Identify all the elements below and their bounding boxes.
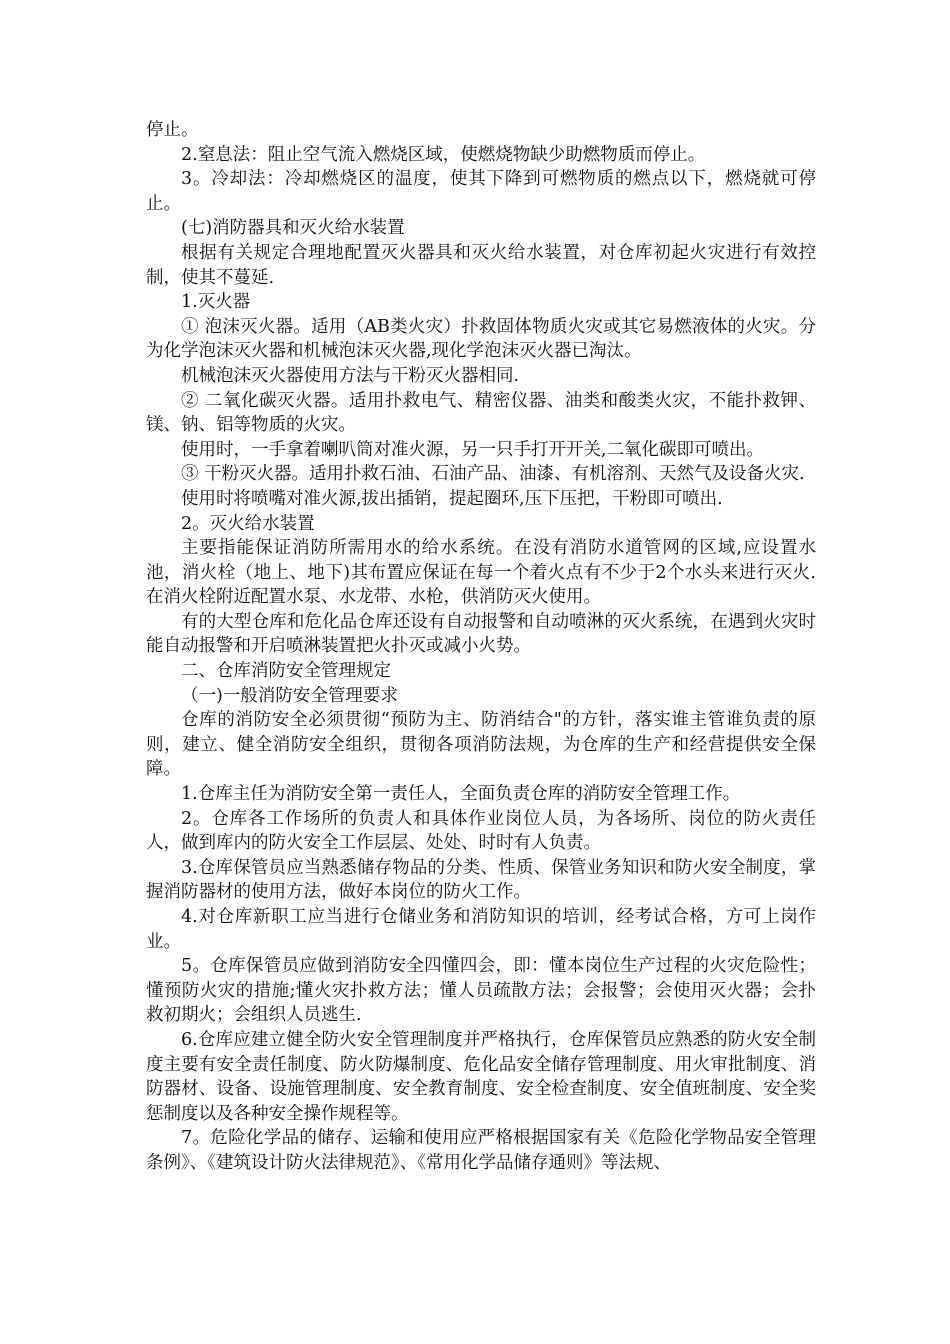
heading-extinguishers: 1.灭火器 — [181, 292, 251, 313]
document-body — [146, 118, 816, 1176]
paragraph-co2-extinguisher: ② 二氧化碳灭火器。适用扑救电气、精密仪器、油类和酸类火灾，不能扑救钾、镁、钠、铝等物质的火灾。 — [146, 390, 816, 436]
paragraph-rule-5: 5。仓库保管员应做到消防安全四懂四会，即：懂本岗位生产过程的火灾危险性；懂预防火灾的措施;懂火灾扑救方法；懂人员疏散方法；会报警；会使用灭火器；会扑救初期火；会组织人员逃生. — [146, 956, 816, 1026]
paragraph-water-supply-system: 主要指能保证消防所需用水的给水系统。在没有消防水道管网的区域,应设置水池，消火栓（地上、地下)其布置应保证在每一个着火点有不少于2个水头来进行灭火.在消火栓附近配置水泵、水龙带、水枪，供消防灭火使用。 — [146, 538, 816, 608]
paragraph-powder-extinguisher: ③ 干粉灭火器。适用扑救石油、石油产品、油漆、有机溶剂、天然气及设备火灾. — [181, 464, 805, 485]
paragraph-cooling-method: 3。冷却法：冷却燃烧区的温度，使其下降到可燃物质的燃点以下，燃烧就可停止。 — [146, 169, 816, 214]
paragraph-safety-policy: 仓库的消防安全必须贯彻“预防为主、防消结合"的方针，落实谁主管谁负责的原则，建立、健全消防安全组织，贯彻各项消防法规，为仓库的生产和经营提供安全保障。 — [146, 710, 816, 780]
paragraph-sprinkler-system: 有的大型仓库和危化品仓库还设有自动报警和自动喷淋的灭火系统，在遇到火灾时能自动报警和开启喷淋装置把火扑灭或减小火势。 — [146, 611, 816, 657]
heading-fire-equipment: (七)消防器具和灭火给水装置 — [181, 218, 405, 239]
paragraph-rule-4: 4.对仓库新职工应当进行仓储业务和消防知识的培训，经考试合格，方可上岗作业。 — [146, 907, 816, 952]
heading-section-two: 二、仓库消防安全管理规定 — [181, 661, 391, 682]
heading-general-requirements: （一)一般消防安全管理要求 — [181, 685, 398, 706]
paragraph-rule-6: 6.仓库应建立健全防火安全管理制度并严格执行，仓库保管员应熟悉的防火安全制度主要有安全责任制度、防火防爆制度、危化品安全储存管理制度、用火审批制度、消防器材、设备、设施管理制度、安全教育制度、安全检查制度、安全值班制度、安全奖惩制度以及各种安全操作规程等。 — [146, 1029, 816, 1124]
paragraph-co2-usage: 使用时，一手拿着喇叭筒对准火源，另一只手打开开关,二氧化碳即可喷出。 — [181, 439, 765, 460]
paragraph-mechanical-foam-usage: 机械泡沫灭火器使用方法与干粉灭火器相同. — [181, 365, 520, 386]
paragraph-powder-usage: 使用时将喷嘴对准火源,拔出插销，提起圈环,压下压把，干粉即可喷出. — [181, 488, 723, 509]
paragraph-stop: 停止。 — [146, 120, 199, 140]
paragraph-foam-extinguisher: ① 泡沫灭火器。适用（AB类火灾）扑救固体物质火灾或其它易燃液体的火灾。分为化学泡沫灭火器和机械泡沫灭火器,现化学泡沫灭火器已淘汰。 — [146, 316, 816, 362]
heading-water-supply: 2。灭火给水装置 — [181, 513, 315, 534]
paragraph-rule-1: 1.仓库主任为消防安全第一责任人，全面负责仓库的消防安全管理工作。 — [181, 784, 741, 805]
paragraph-suffocation-method: 2.窒息法：阻止空气流入燃烧区域，使燃烧物缺少助燃物质而停止。 — [181, 144, 706, 165]
paragraph-rule-7: 7。危险化学品的储存、运输和使用应严格根据国家有关《危险化学物品安全管理条例》、《建筑设计防火法律规范》、《常用化学品储存通则》等法规、 — [146, 1128, 816, 1173]
paragraph-equipment-intro: 根据有关规定合理地配置灭火器具和灭火给水装置，对仓库初起火灾进行有效控制，使其不蔓延. — [146, 242, 816, 288]
paragraph-rule-2: 2。仓库各工作场所的负责人和具体作业岗位人员，为各场所、岗位的防火责任人，做到库内的防火安全工作层层、处处、时时有人负责。 — [146, 808, 816, 854]
paragraph-rule-3: 3.仓库保管员应当熟悉储存物品的分类、性质、保管业务知识和防火安全制度，掌握消防器材的使用方法，做好本岗位的防火工作。 — [146, 857, 816, 903]
